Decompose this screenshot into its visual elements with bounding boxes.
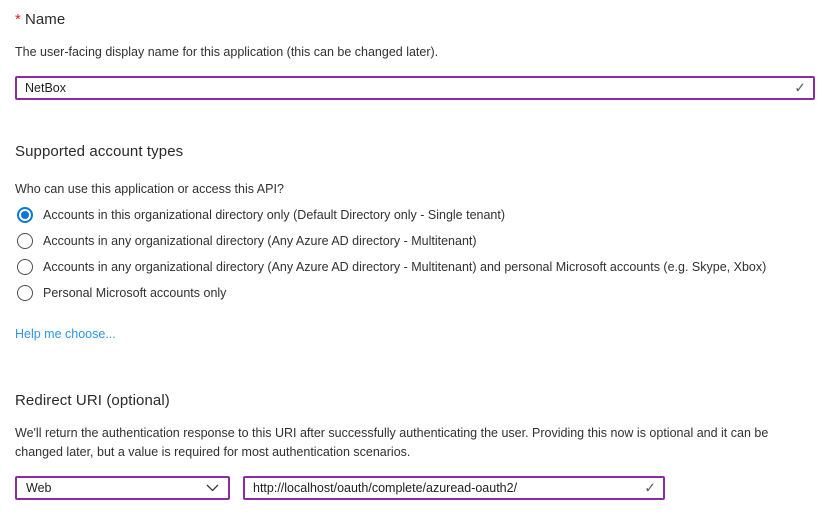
platform-select[interactable] (15, 476, 230, 500)
valid-check-icon: ✓ (794, 79, 806, 96)
name-description: The user-facing display name for this application (this can be changed later). (15, 45, 439, 59)
account-types-radio-group (15, 202, 815, 306)
name-section-title (15, 11, 815, 29)
valid-check-icon: ✓ (644, 479, 656, 496)
account-type-option-single-tenant[interactable] (15, 202, 815, 228)
platform-select-value: Web (26, 481, 52, 495)
account-types-question: Who can use this application or access this API? (15, 182, 284, 196)
account-types-section-title: Supported account types (15, 143, 184, 160)
redirect-uri-row (15, 476, 815, 500)
account-type-option-label: Accounts in any organizational directory (Any Azure AD directory - Multitenant) and personal Microsoft accounts (e.g. Skype, Xbox) (43, 260, 767, 274)
radio-button[interactable] (17, 233, 33, 249)
help-me-choose-link[interactable]: Help me choose... (15, 327, 116, 341)
name-input[interactable] (15, 76, 815, 100)
account-type-option-label: Accounts in any organizational directory (Any Azure AD directory - Multitenant) (43, 234, 477, 248)
radio-button[interactable] (17, 259, 33, 275)
radio-button[interactable] (17, 285, 33, 301)
account-type-option-label: Accounts in this organizational directory only (Default Directory only - Single tenant) (43, 208, 506, 222)
account-type-option-multitenant[interactable] (15, 228, 815, 254)
account-type-option-label: Personal Microsoft accounts only (43, 286, 227, 300)
redirect-uri-section-title: Redirect URI (optional) (15, 392, 170, 409)
account-type-option-multitenant-personal[interactable] (15, 254, 815, 280)
redirect-uri-field-wrapper (243, 476, 665, 500)
required-asterisk: * (15, 11, 21, 28)
redirect-uri-input[interactable] (243, 476, 665, 500)
redirect-uri-description: We'll return the authentication response to this URI after successfully authenticating the user. Providing this now is optional and it can be changed later, but a value is required for most authentication scenarios. (15, 426, 769, 459)
name-field-wrapper (15, 76, 815, 100)
radio-button[interactable] (17, 207, 33, 223)
chevron-down-icon (206, 484, 219, 492)
account-type-option-personal-only[interactable] (15, 280, 815, 306)
name-section-title-label: Name (24, 11, 66, 28)
